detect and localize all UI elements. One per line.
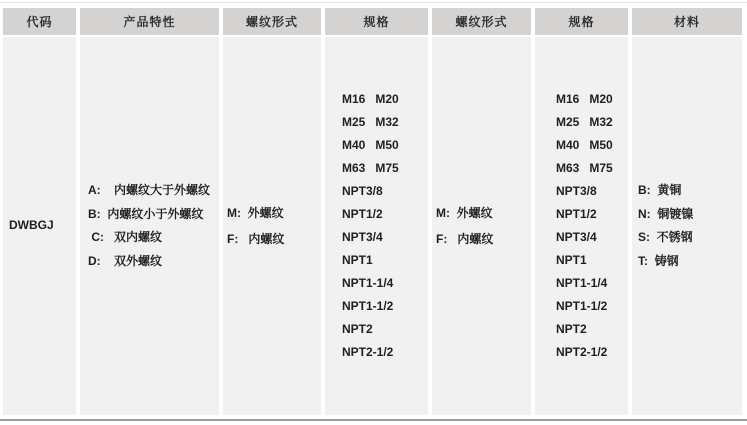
material-item: T: 铸钢 [638, 253, 679, 268]
header-product-features: 产品特性 [80, 8, 219, 35]
spec-item: NPT3/4 [556, 230, 597, 244]
material-item: N: 铜镀镍 [638, 206, 694, 221]
top-divider [0, 2, 747, 3]
header-material: 材料 [632, 8, 742, 35]
product-code-table [3, 8, 743, 415]
feature-item: D: 双外螺纹 [88, 253, 162, 268]
spec-item: NPT2-1/2 [342, 345, 394, 359]
feature-item: B: 内螺纹小于外螺纹 [88, 206, 204, 221]
code-value: DWBGJ [9, 218, 54, 233]
spec-item: NPT1/2 [556, 207, 597, 221]
header-thread-form-1: 螺纹形式 [223, 8, 321, 35]
spec-item: NPT2-1/2 [556, 345, 608, 359]
spec-item: M25 M32 [342, 115, 399, 129]
spec-item: NPT1-1/2 [556, 299, 608, 313]
header-specs-1: 规格 [325, 8, 428, 35]
spec-item: M16 M20 [556, 92, 613, 106]
feature-item: A: 内螺纹大于外螺纹 [88, 183, 210, 197]
header-specs-2: 规格 [535, 8, 628, 35]
cell-materials [632, 37, 742, 415]
spec-item: NPT3/4 [342, 230, 383, 244]
spec-item: M63 M75 [556, 161, 613, 175]
thread-form-item: M: 外螺纹 [436, 206, 493, 220]
header-thread-form-2: 螺纹形式 [432, 8, 531, 35]
spec-item: NPT3/8 [342, 184, 383, 198]
material-item: S: 不锈钢 [638, 230, 693, 244]
feature-item: C: 双内螺纹 [88, 230, 162, 244]
cell-specs-2 [535, 37, 628, 415]
spec-item: NPT1-1/4 [342, 276, 394, 290]
thread-form-item: F: 内螺纹 [227, 232, 285, 246]
spec-item: NPT3/8 [556, 184, 597, 198]
cell-product-features [80, 37, 219, 415]
spec-item: NPT2 [556, 322, 587, 336]
thread-form-item: F: 内螺纹 [436, 232, 494, 246]
thread-form-item: M: 外螺纹 [227, 206, 284, 220]
spec-item: M40 M50 [556, 138, 613, 152]
cell-thread-form-1 [223, 37, 321, 415]
spec-item: M63 M75 [342, 161, 399, 175]
cell-code [3, 37, 76, 415]
spec-item: M16 M20 [342, 92, 399, 106]
material-item: B: 黄铜 [638, 183, 682, 197]
spec-item: NPT1 [556, 253, 587, 267]
spec-item: M40 M50 [342, 138, 399, 152]
spec-item: NPT2 [342, 322, 373, 336]
spec-item: M25 M32 [556, 115, 613, 129]
spec-item: NPT1-1/2 [342, 299, 394, 313]
spec-item: NPT1-1/4 [556, 276, 608, 290]
cell-specs-1 [325, 37, 428, 415]
spec-item: NPT1 [342, 253, 373, 267]
spec-item: NPT1/2 [342, 207, 383, 221]
cell-thread-form-2 [432, 37, 531, 415]
bottom-divider [0, 419, 747, 421]
header-code: 代码 [3, 8, 76, 35]
